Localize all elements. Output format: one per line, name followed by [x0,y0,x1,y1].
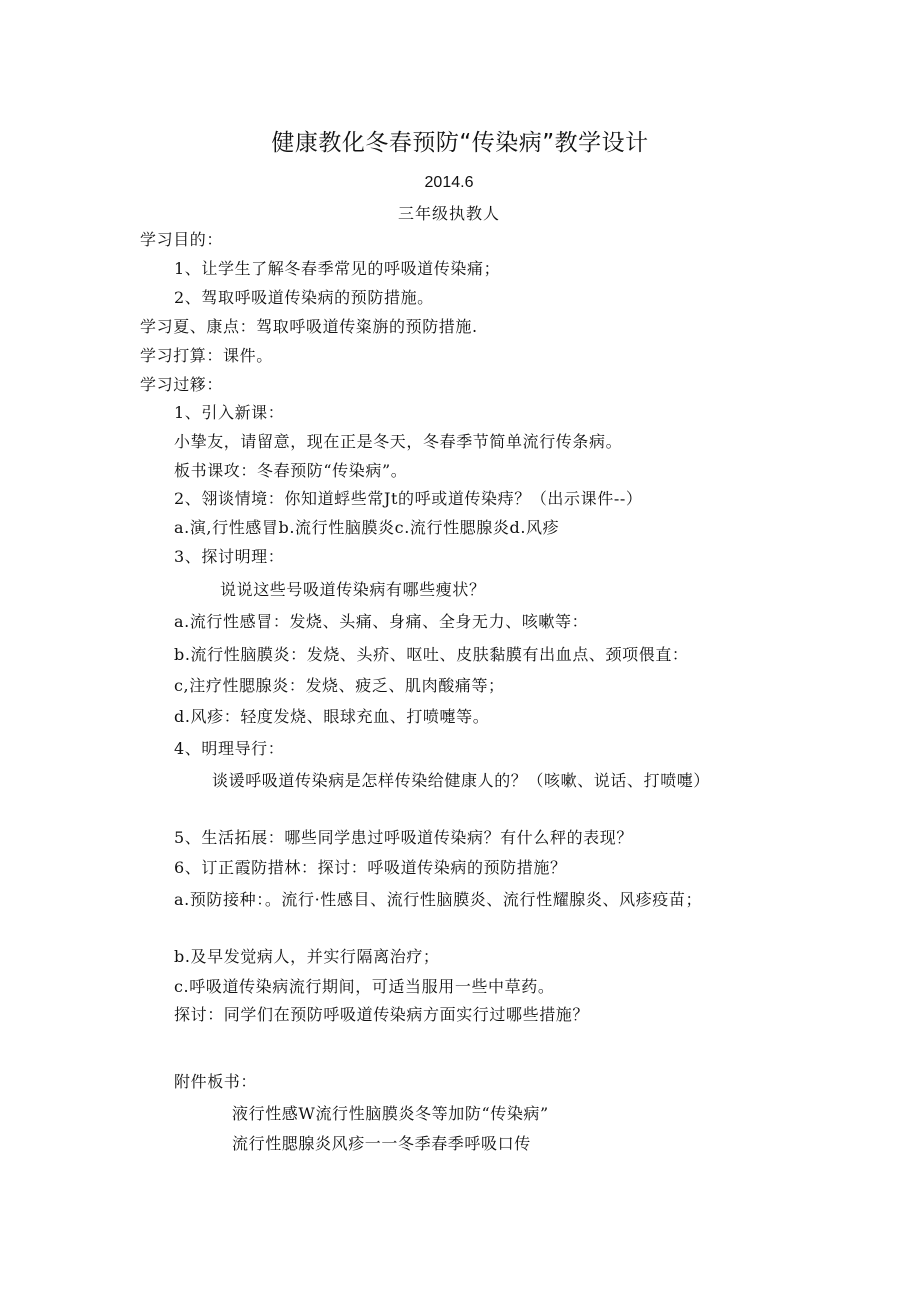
objective-item-2: 2、驾取呼吸道传染病的预防措施。 [174,288,434,307]
step-6-measure-c: c.呼吸道传染病流行期间，可适当服用一些中草药。 [174,977,555,996]
document-author: 三年级执教人 [397,204,500,223]
document-date: 2014.6 [424,174,474,191]
step-1-board-text: 板书课攻：冬春预防“传染病”。 [174,461,408,480]
step-3-symptom-d: d.风疹：轻度发烧、眼球充血、打喷嚏等。 [174,707,490,726]
step-heading-5: 5、生活拓展：哪些同学患过呼吸道传染病？有什么秤的表现？ [174,828,633,847]
appendix-heading: 附件板书： [174,1072,258,1091]
step-heading-2: 2、翎谈情境：你知道蜉些常Jt的呼或道传染痔？（出示课件--） [174,489,643,508]
step-6-measure-b: b.及早发觉病人，并实行隔离治疗； [174,947,440,966]
step-heading-3: 3、探讨明理： [174,547,285,566]
objective-item-1: 1、让学生了解冬春季常见的呼吸道传染痛； [174,259,501,278]
step-heading-1: 1、引入新课： [174,403,285,422]
step-3-symptom-c: c,注疗性腮腺炎：发烧、疲乏、肌肉酸痛等； [174,676,505,695]
step-6-discussion: 探讨：同学们在预防呼吸道传染病方面实行过哪些措施？ [174,1005,590,1024]
step-3-symptom-b: b.流行性脑膜炎：发烧、头疥、呕吐、皮肤黏膜有出血点、颈项偎直： [174,645,689,664]
step-3-symptom-a: a.流行性感冒：发烧、头痛、身痛、全身无力、咳嗽等： [174,612,589,631]
step-2-options: a.演,行性感冒b.流行性脑膜炎c.流行性腮腺炎d.风疹 [174,518,560,537]
section-heading-key-points: 学习夏、康点：驾取呼吸道传粢旃的预防措施. [140,317,478,336]
step-1-text: 小挚友，请留意，现在正是冬天，冬春季节简单流行传条病。 [174,432,623,451]
document-title: 健康教化冬春预防“传染病”教学设计 [271,130,649,156]
section-heading-process: 学习过簃： [140,375,224,394]
step-3-question: 说说这些号吸道传染病有哪些瘦状？ [220,580,486,599]
section-heading-objectives: 学习目的： [140,230,224,249]
appendix-line-2: 流行性腮腺炎风疹一一冬季春季呼吸口传 [232,1134,531,1153]
step-heading-4: 4、明理导行： [174,739,285,758]
section-heading-preparation: 学习打算：课件。 [140,346,273,365]
step-4-question: 谈谖呼吸道传染病是怎样传染给健康人的？（咳嗽、说话、打喷嚏） [212,771,711,790]
appendix-line-1: 液行性感W流行性脑膜炎冬等加防“传染病” [232,1104,549,1123]
step-heading-6: 6、订正霞防措林：探讨：呼吸道传染病的预防措施？ [174,858,567,877]
step-6-measure-a: a.预防接种：。流行·性感目、流行性脑膜炎、流行性耀腺炎、风疹疫苗； [174,890,703,909]
